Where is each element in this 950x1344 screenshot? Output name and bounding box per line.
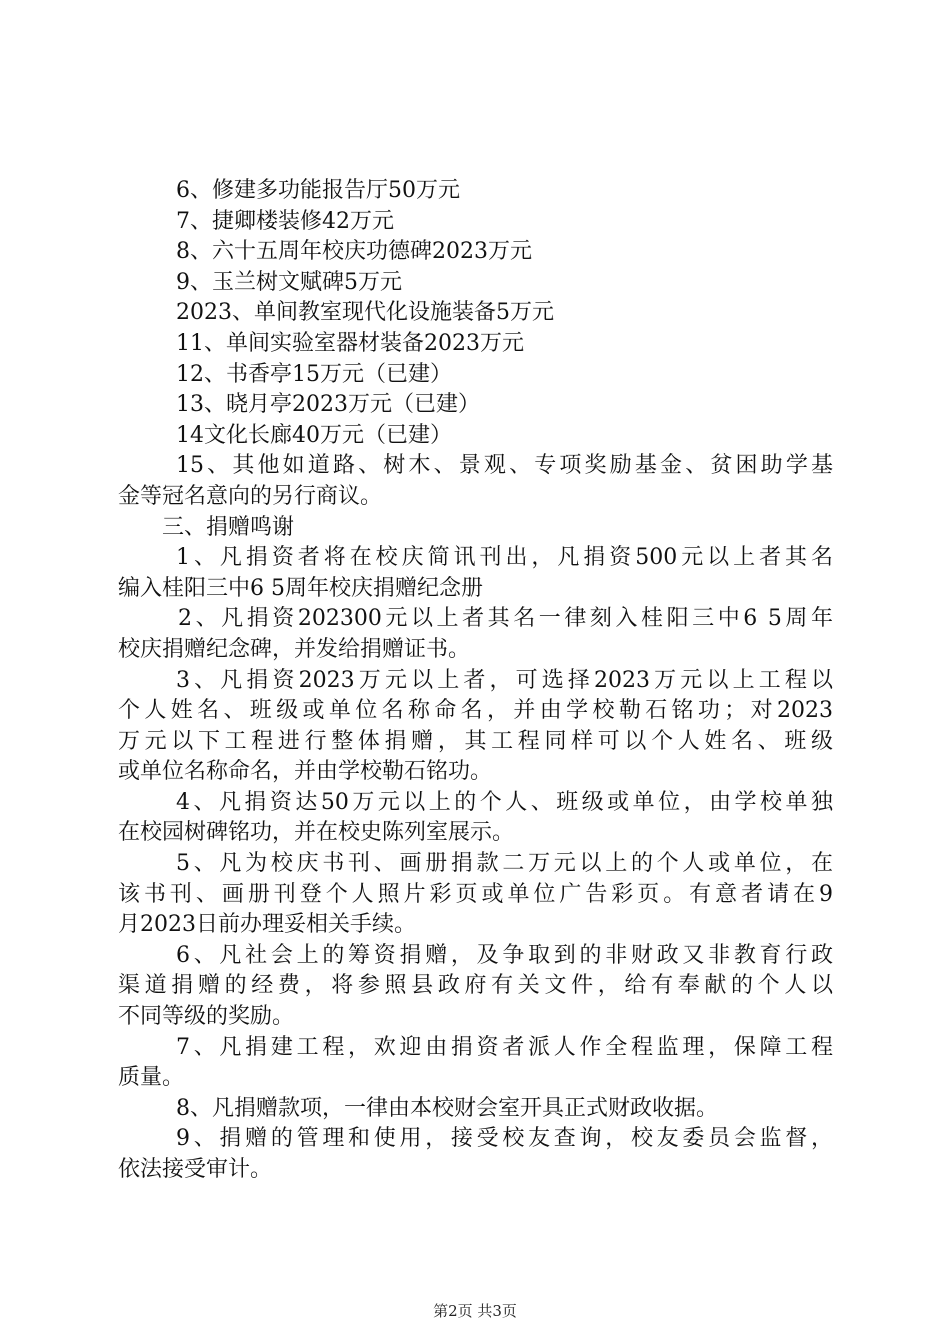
list-item: 8、六十五周年校庆功德碑2023万元 bbox=[176, 239, 532, 265]
paragraph-2-line-1: 2、凡捐资202300元以上者其名一律刻入桂阳三中6 5周年 bbox=[178, 606, 833, 632]
list-item: 9、玉兰树文赋碑5万元 bbox=[176, 269, 402, 295]
paragraph-3-line-2: 个人姓名、班级或单位名称命名，并由学校勒石铭功；对2023 bbox=[118, 698, 833, 724]
paragraph-5-line-2: 该书刊、画册刊登个人照片彩页或单位广告彩页。有意者请在9 bbox=[118, 881, 833, 907]
list-item: 7、捷卿楼装修42万元 bbox=[176, 208, 394, 234]
list-item-15-line-2: 金等冠名意向的另行商议。 bbox=[118, 483, 383, 509]
document-body bbox=[118, 176, 833, 1186]
list-item: 6、修建多功能报告厅50万元 bbox=[176, 178, 460, 203]
list-item: 13、晓月亭2023万元（已建） bbox=[176, 392, 480, 418]
paragraph-6-line-1: 6、凡社会上的筹资捐赠，及争取到的非财政又非教育行政 bbox=[176, 942, 833, 968]
list-item: 2023、单间教室现代化设施装备5万元 bbox=[176, 300, 554, 326]
paragraph-1-line-2: 编入桂阳三中6 5周年校庆捐赠纪念册 bbox=[118, 575, 483, 601]
section-title: 三、捐赠鸣谢 bbox=[162, 514, 295, 540]
paragraph-4-line-2: 在校园树碑铭功，并在校史陈列室展示。 bbox=[118, 820, 515, 846]
paragraph-3-line-1: 3、凡捐资2023万元以上者，可选择2023万元以上工程以 bbox=[176, 667, 833, 693]
paragraph-1-line-1: 1、凡捐资者将在校庆简讯刊出，凡捐资500元以上者其名 bbox=[176, 545, 833, 571]
paragraph-9-line-2: 依法接受审计。 bbox=[118, 1157, 273, 1182]
paragraph-5-line-3: 月2023日前办理妥相关手续。 bbox=[118, 912, 416, 938]
paragraph-8-line-1: 8、凡捐赠款项，一律由本校财会室开具正式财政收据。 bbox=[176, 1095, 718, 1121]
paragraph-6-line-3: 不同等级的奖励。 bbox=[118, 1004, 295, 1030]
paragraph-3-line-4: 或单位名称命名，并由学校勒石铭功。 bbox=[118, 759, 493, 785]
list-item: 11、单间实验室器材装备2023万元 bbox=[176, 330, 524, 356]
page-footer: 第2页 共3页 bbox=[433, 1302, 517, 1320]
paragraph-9-line-1: 9、捐赠的管理和使用，接受校友查询，校友委员会监督， bbox=[176, 1126, 833, 1152]
paragraph-4-line-1: 4、凡捐资达50万元以上的个人、班级或单位，由学校单独 bbox=[176, 789, 833, 815]
list-item-15-line-1: 15、其他如道路、树木、景观、专项奖励基金、贫困助学基 bbox=[176, 453, 833, 479]
list-item: 12、书香亭15万元（已建） bbox=[176, 361, 452, 387]
paragraph-7-line-1: 7、凡捐建工程，欢迎由捐资者派人作全程监理，保障工程 bbox=[176, 1034, 833, 1060]
paragraph-7-line-2: 质量。 bbox=[118, 1065, 185, 1091]
paragraph-6-line-2: 渠道捐赠的经费，将参照县政府有关文件，给有奉献的个人以 bbox=[118, 973, 833, 999]
paragraph-5-line-1: 5、凡为校庆书刊、画册捐款二万元以上的个人或单位，在 bbox=[176, 851, 833, 877]
list-item: 14文化长廊40万元（已建） bbox=[176, 422, 452, 448]
paragraph-3-line-3: 万元以下工程进行整体捐赠，其工程同样可以个人姓名、班级 bbox=[118, 728, 833, 754]
paragraph-2-line-2: 校庆捐赠纪念碑，并发给捐赠证书。 bbox=[118, 636, 471, 662]
